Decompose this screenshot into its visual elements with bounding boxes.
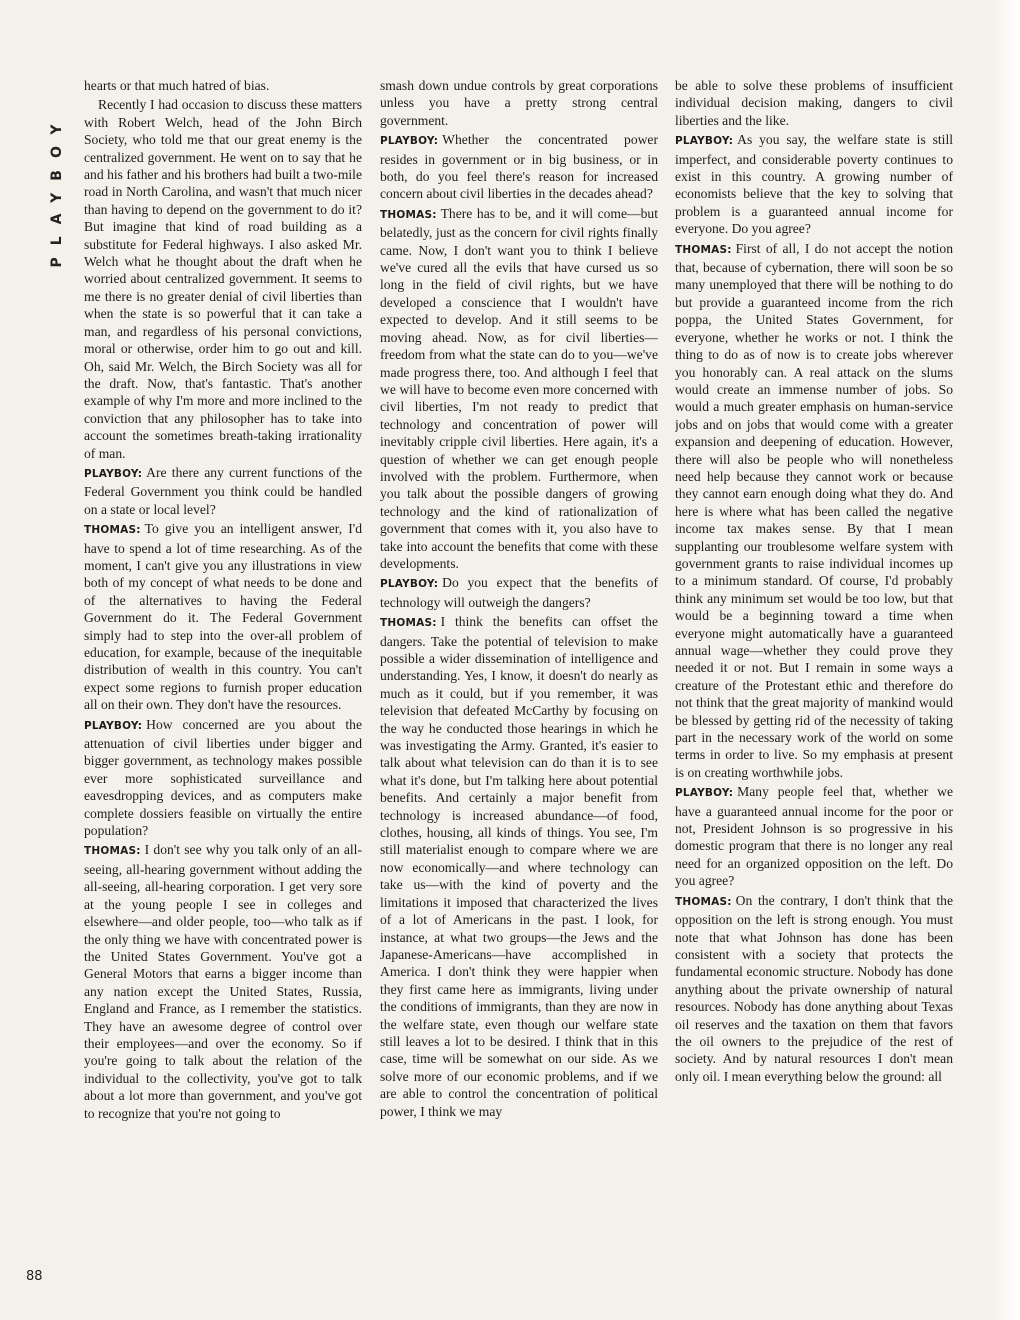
- paragraph: [675, 77, 953, 129]
- speaker-label: PLAYBOY:: [380, 135, 439, 148]
- paragraph: [675, 783, 953, 889]
- paragraph: [675, 892, 953, 1085]
- running-head: [42, 70, 72, 310]
- speaker-label: PLAYBOY:: [84, 467, 143, 480]
- speaker-label: THOMAS:: [84, 524, 141, 537]
- paragraph-text: Do you expect that the benefits of technology will outweigh the dangers?: [380, 575, 658, 610]
- paragraph: [84, 520, 362, 713]
- page-number: 88: [26, 1269, 43, 1284]
- paragraph-text: On the contrary, I don't think that the opposition on the left is strong enough. You must note that what Johnson has done has been consistent with a society that protects the fundamental economic structure. Nobody has done anything about the private ownership of natural resources. Nobody has done anything about Texas oil reserves and the taxation on them that favors the oil owners to the prejudice of the rest of society. And by natural resources I don't mean only oil. I mean everything below the ground: all: [675, 892, 953, 1084]
- paragraph: [380, 613, 658, 1120]
- paragraph-text: I don't see why you talk only of an all-seeing, all-hearing government without adding the all-seeing, all-hearing corporation. I get very sore at the young people I see in colleges and elsewhere—and older people, too—who talk as if the only thing we have with concentrated power is the United States Government. You've got a General Motors that earns a bigger income than any nation except the United States, Russia, England and France, as I remember the statistics. They have an awesome degree of control over their employees—and over the economy. So if you're going to talk about the relation of the individual to the collectivity, you've got to talk about a lot more than government, and you've got to recognize that you're not going to: [84, 842, 362, 1121]
- paragraph-text: hearts or that much hatred of bias.: [84, 78, 270, 93]
- page-edge: [990, 0, 1020, 1320]
- speaker-label: THOMAS:: [380, 208, 437, 221]
- paragraph-text: smash down undue controls by great corporations unless you have a pretty strong central government.: [380, 78, 658, 128]
- paragraph-text: As you say, the welfare state is still imperfect, and considerable poverty continues to exist in this country. A growing number of economists believe that the key to solving that problem is a guaranteed annual income for everyone. Do you agree?: [675, 132, 953, 237]
- speaker-label: PLAYBOY:: [675, 787, 734, 800]
- paragraph-text: First of all, I do not accept the notion that, because of cybernation, there will soon be so many unemployed that there will be nothing to do but provide a guaranteed income from the rich poppa, the United States Government, for everyone, whether he works or not. I think the thing to do as of now is to create jobs wherever you honorably can. A real attack on the slums would create an immense number of jobs. So would a much greater emphasis on human-service jobs and on jobs that would come with a greater expansion and deepening of education. However, there will also be people who will nonetheless need help because they cannot work or because they cannot earn enough doing what they do. And here is where what has been called the negative income tax makes sense. By that I mean supplanting our troublesome welfare system with government grants to raise individual incomes up to a minimum standard. Of course, I'd probably think any minimum set would be too low, but that would be a beginning toward a time when everyone might automatically have a guaranteed annual wage—whether they could prove they needed it or not. But I remain in some ways a creature of the Protestant ethic and therefore do not think that the great majority of mankind would be blessed by getting rid of the necessity of taking part in the necessary work of the world on some terms in order to live. So my emphasis at present is on creating worthwhile jobs.: [675, 240, 953, 780]
- speaker-label: PLAYBOY:: [675, 135, 734, 148]
- text-column-3: [675, 77, 953, 1297]
- paragraph-text: Many people feel that, whether we have a guaranteed annual income for the poor or not, President Johnson is so progressive in his domestic program that there is no longer any real need for an organized opposition on the left. Do you agree?: [675, 784, 953, 889]
- text-column-2: [380, 77, 658, 1297]
- paragraph: [84, 716, 362, 840]
- paragraph: [380, 131, 658, 203]
- paragraph: [84, 841, 362, 1122]
- paragraph: [380, 205, 658, 573]
- paragraph-text: be able to solve these problems of insufficient individual decision making, dangers to civil liberties and the like.: [675, 78, 953, 128]
- paragraph: [675, 131, 953, 237]
- paragraph: [84, 77, 362, 94]
- running-head-text: PLAYBOY: [49, 112, 65, 268]
- paragraph: [380, 77, 658, 129]
- speaker-label: THOMAS:: [84, 845, 141, 858]
- paragraph-text: To give you an intelligent answer, I'd have to spend a lot of time researching. As of the moment, I can't give you any illustrations in view both of my concept of what needs to be done and of the alternatives to having the Federal Government do it. The Federal Government simply had to step into the over-all problem of education, for example, because of the inequitable distribution of wealth in this country. You can't expect some regions to furnish proper education all on their own. They don't have the resources.: [84, 521, 362, 713]
- paragraph-text: I think the benefits can offset the dangers. Take the potential of television to make possible a wider dissemination of intelligence and understanding. Yes, I know, it doesn't do nearly as much as it could, but if you remember, it was television that defeated McCarthy by focusing on the way he conducted those hearings in which he was investigating the Army. Granted, it's easier to talk about what television can do than it is to see what it's done, but I'm talking here about potential benefits. And certainly a major benefit from technology is increased abundance—of food, clothes, housing, all kinds of things. You see, I'm still materialist enough to compare where we are now economically—and where technology can take us—with the kind of poverty and the limitations it imposed that characterized the lives of a lot of Americans in the past. I look, for instance, at what two groups—the Jews and the Japanese-Americans—have accomplished in America. I don't think they were happier when they first came here as immigrants, living under the conditions of immigrants, than they are now in the welfare state, even though our welfare state still leaves a lot to be desired. I think that in this case, time will be somewhat on our side. As we solve more of our economic problems, and if we are able to control the concentration of political power, I think we may: [380, 614, 658, 1119]
- speaker-label: THOMAS:: [675, 243, 732, 256]
- speaker-label: PLAYBOY:: [380, 578, 439, 591]
- speaker-label: THOMAS:: [675, 895, 732, 908]
- paragraph: [84, 96, 362, 462]
- paragraph: [84, 464, 362, 518]
- paragraph-text: Recently I had occasion to discuss these matters with Robert Welch, head of the John Birch Society, who told me that our great enemy is the centralized government. He went on to say that he and his father and his brothers had built a two-mile road in North Carolina, and wasn't that much nicer than having to depend on the government to do it? But imagine that kind of road building as a substitute for Federal highways. I also asked Mr. Welch what he thought about the draft when he worried about centralized government. It seems to me there is no greater denial of civil liberties than when the state is so powerful that it can take a man, and regardless of his personal convictions, moral or otherwise, order him to go out and kill. Oh, said Mr. Welch, the Birch Society was all for the draft. Now, that's fantastic. That's another example of why I'm more and more inclined to the conviction that any philosopher has to take into account the sometimes breath-taking irrationality of man.: [84, 97, 362, 461]
- text-column-1: [84, 77, 362, 1297]
- paragraph-text: Whether the concentrated power resides in government or in big business, or in both, do you feel there's reason for increased concern about civil liberties in the decades ahead?: [380, 132, 658, 202]
- paragraph-text: How concerned are you about the attenuation of civil liberties under bigger and bigger government, as technology makes possible ever more sophisticated surveillance and eavesdropping devices, and as computers make complete dossiers feasible on virtually the entire population?: [84, 716, 362, 839]
- paragraph: [380, 574, 658, 611]
- paragraph-text: Are there any current functions of the Federal Government you think could be handled on a state or local level?: [84, 464, 362, 517]
- speaker-label: PLAYBOY:: [84, 719, 143, 732]
- paragraph-text: There has to be, and it will come—but belatedly, just as the concern for civil rights finally came. Now, I don't want you to think I believe we've cured all the evils that have cursed us so long in the field of civil rights, but we have developed a conscience that I wouldn't have expected to develop. And it still seems to be moving ahead. Now, as for civil liberties—freedom from what the state can do to you—we've made progress there, too. And although I feel that we will have to become even more concerned with civil liberties, I'm not ready to predict that technology and concentration of power will inevitably cripple civil liberties. Here again, it's a question of whether we can get enough people involved with the problem. Furthermore, when you talk about the possible dangers of growing technology and the kind of rationalization of government that comes with it, you also have to take into account the benefits that come with these developments.: [380, 205, 658, 571]
- paragraph: [675, 240, 953, 782]
- speaker-label: THOMAS:: [380, 617, 437, 630]
